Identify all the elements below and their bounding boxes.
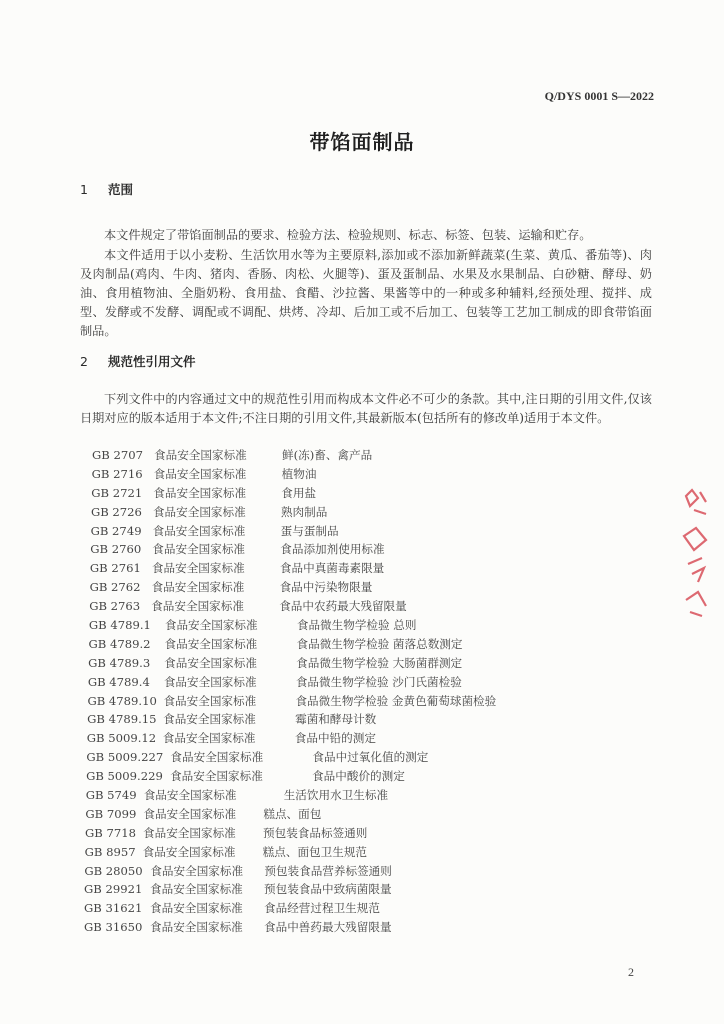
reference-type: 食品安全国家标准	[154, 448, 247, 462]
reference-name: 食品微生物学检验 总则	[296, 618, 417, 633]
reference-row	[87, 692, 650, 711]
reference-type: 食品安全国家标准	[142, 844, 236, 859]
section-1-number: 1	[80, 182, 88, 197]
reference-name: 熟肉制品	[280, 504, 328, 519]
reference-row	[91, 484, 650, 503]
reference-row	[86, 767, 650, 786]
reference-row	[89, 616, 650, 635]
reference-code: GB 31621	[84, 901, 143, 916]
reference-name: 预包装食品标签通则	[263, 825, 368, 840]
section-1-paragraph-2: 本文件适用于以小麦粉、生活饮用水等为主要原料,添加或不添加新鲜蔬菜(生菜、黄瓜、番茄等)、肉及肉制品(鸡肉、牛肉、猪肉、香肠、肉松、火腿等)、蛋及蛋制品、水果及水果制品、白砂糖、酵母、奶油、食用植物油、全脂奶粉、食用盐、食醋、沙拉酱、果酱等中的一种或多种辅料,经预处理、搅拌、成型、发酵或不发酵、调配或不调配、烘烤、冷却、后加工或不后加工、包装等工艺加工制成的即食带馅面制品。	[80, 248, 652, 338]
reference-code: GB 5009.227	[86, 750, 164, 765]
reference-code: GB 4789.15	[87, 712, 157, 727]
section-1-title: 范围	[108, 182, 134, 197]
reference-row	[92, 465, 650, 484]
reference-name: 食品中污染物限量	[279, 580, 373, 595]
reference-type: 食品安全国家标准	[150, 901, 243, 916]
reference-type: 食品安全国家标准	[143, 825, 236, 840]
reference-row	[90, 559, 650, 578]
section-2-intro: 下列文件中的内容通过文中的规范性引用而构成本文件必不可少的条款。其中,注日期的引用文件,仅该日期对应的版本适用于本文件;不注日期的引用文件,其最新版本(包括所有的修改单)适用于本文件。	[80, 392, 652, 425]
red-seal-stamp	[676, 484, 716, 624]
reference-name: 生活饮用水卫生标准	[283, 788, 389, 803]
reference-type: 食品安全国家标准	[152, 542, 246, 557]
reference-row	[90, 540, 650, 559]
reference-row	[92, 446, 650, 465]
reference-type: 食品安全国家标准	[143, 806, 237, 821]
reference-name: 食品微生物学检验 菌落总数测定	[296, 636, 463, 651]
reference-name: 鲜(冻)畜、禽产品	[282, 448, 373, 462]
reference-row	[86, 748, 650, 767]
reference-row	[84, 880, 650, 899]
reference-code: GB 2762	[89, 580, 141, 595]
reference-code: GB 4789.4	[87, 674, 150, 689]
page-number: 2	[628, 965, 634, 979]
reference-row	[87, 729, 650, 748]
reference-type: 食品安全国家标准	[162, 731, 256, 746]
reference-code: GB 4789.10	[87, 693, 157, 708]
reference-type: 食品安全国家标准	[150, 882, 243, 897]
reference-name: 食品微生物学检验 大肠菌群测定	[296, 655, 463, 670]
reference-name: 食品中真菌毒素限量	[279, 561, 385, 576]
reference-row	[88, 654, 650, 673]
reference-name: 预包装食品中致病菌限量	[264, 882, 392, 897]
reference-name: 食品微生物学检验 沙门氏菌检验	[295, 674, 462, 689]
reference-row	[91, 522, 650, 541]
reference-row	[88, 673, 650, 692]
reference-code: GB 5009.229	[86, 769, 163, 784]
reference-row	[87, 710, 650, 729]
reference-name: 蛋与蛋制品	[280, 523, 339, 538]
reference-name: 食品中铅的测定	[294, 731, 376, 746]
section-2-number: 2	[80, 354, 88, 369]
reference-code: GB 29921	[84, 882, 143, 897]
reference-code: GB 2726	[90, 504, 142, 519]
reference-name: 食品中农药最大残留限量	[279, 599, 407, 614]
reference-type: 食品安全国家标准	[163, 712, 256, 727]
reference-type: 食品安全国家标准	[143, 788, 237, 803]
reference-type: 食品安全国家标准	[152, 504, 246, 519]
page-title: 带馅面制品	[309, 130, 415, 154]
reference-code: GB 28050	[84, 863, 143, 878]
reference-name: 食品中过氧化值的测定	[312, 750, 429, 765]
reference-row	[84, 899, 650, 918]
reference-code: GB 2707	[92, 448, 143, 462]
reference-type: 食品安全国家标准	[151, 599, 244, 614]
reference-code: GB 31650	[84, 920, 143, 935]
reference-type: 食品安全国家标准	[163, 693, 257, 708]
reference-name: 糕点、面包卫生规范	[262, 844, 368, 859]
reference-type: 食品安全国家标准	[151, 561, 245, 576]
reference-code: GB 7718	[85, 825, 136, 840]
reference-name: 食品中酸价的测定	[312, 769, 405, 784]
reference-row	[91, 503, 650, 522]
reference-name: 食品中兽药最大残留限量	[264, 920, 392, 935]
reference-type: 食品安全国家标准	[164, 636, 258, 651]
reference-code: GB 4789.1	[88, 618, 151, 633]
reference-type: 食品安全国家标准	[150, 920, 243, 935]
reference-code: GB 2761	[89, 561, 141, 576]
reference-row	[85, 843, 650, 862]
reference-name: 食品添加剂使用标准	[280, 542, 385, 557]
section-2-title: 规范性引用文件	[108, 354, 196, 369]
reference-row	[89, 635, 651, 654]
reference-name: 霉菌和酵母计数	[295, 712, 377, 727]
reference-name: 糕点、面包	[263, 806, 322, 821]
reference-row	[85, 805, 650, 824]
reference-code: GB 2749	[90, 523, 142, 538]
reference-name: 食用盐	[281, 485, 317, 500]
reference-type: 食品安全国家标准	[170, 769, 263, 784]
section-2-heading	[80, 352, 196, 370]
reference-type: 食品安全国家标准	[153, 466, 247, 481]
section-1-paragraph-1: 本文件规定了带馅面制品的要求、检验方法、检验规则、标志、标签、包装、运输和贮存。	[104, 228, 592, 242]
reference-name: 植物油	[281, 466, 317, 481]
reference-code: GB 4789.2	[88, 636, 151, 651]
reference-type: 食品安全国家标准	[151, 580, 245, 595]
reference-name: 预包装食品营养标签通则	[264, 863, 392, 878]
reference-row	[84, 918, 650, 937]
reference-name: 食品微生物学检验 金黄色葡萄球菌检验	[295, 693, 497, 708]
reference-code: GB 5749	[85, 788, 137, 803]
reference-list	[84, 446, 650, 937]
document-code: Q/DYS 0001 S—2022	[544, 89, 654, 103]
reference-type: 食品安全国家标准	[164, 655, 257, 670]
reference-type: 食品安全国家标准	[150, 863, 244, 878]
reference-row	[85, 824, 650, 843]
reference-code: GB 2760	[90, 542, 142, 557]
section-1-heading	[80, 180, 133, 198]
reference-code: GB 4789.3	[88, 655, 151, 670]
reference-type: 食品安全国家标准	[153, 485, 247, 500]
reference-code: GB 2721	[91, 485, 143, 500]
reference-row	[89, 597, 650, 616]
reference-type: 食品安全国家标准	[152, 523, 246, 538]
reference-type: 食品安全国家标准	[170, 750, 264, 765]
reference-name: 食品经营过程卫生规范	[264, 901, 380, 916]
reference-code: GB 5009.12	[86, 731, 157, 746]
reference-row	[86, 786, 650, 805]
reference-code: GB 2763	[89, 599, 141, 614]
reference-row	[84, 862, 650, 881]
reference-type: 食品安全国家标准	[164, 618, 258, 633]
reference-code: GB 8957	[84, 844, 136, 859]
reference-row	[90, 578, 650, 597]
reference-code: GB 2716	[91, 466, 143, 481]
reference-type: 食品安全国家标准	[163, 674, 257, 689]
reference-code: GB 7099	[85, 806, 137, 821]
